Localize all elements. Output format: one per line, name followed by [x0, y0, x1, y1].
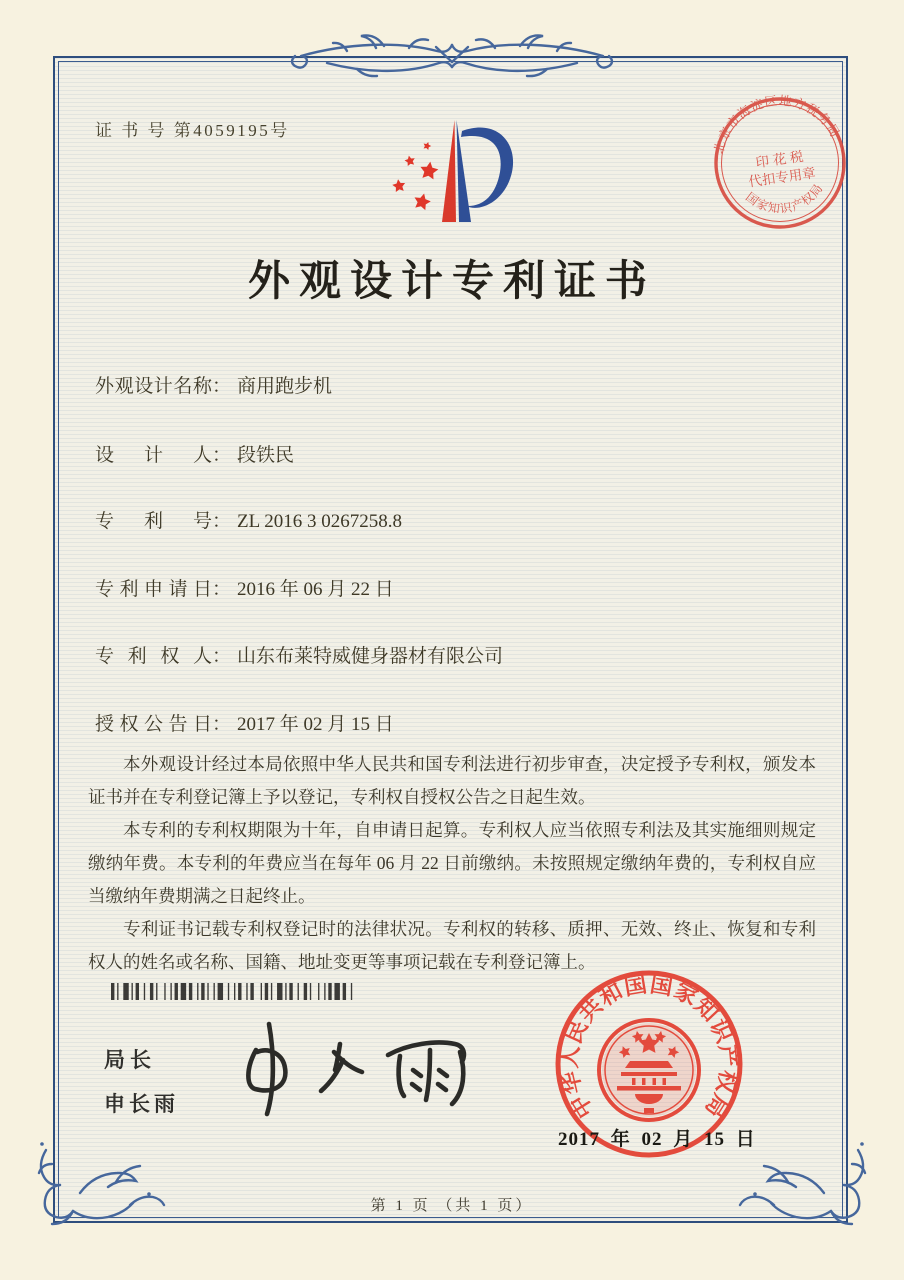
top-flourish-ornament	[287, 18, 617, 94]
tax-office-stamp	[710, 93, 850, 233]
page-footer: 第 1 页 （共 1 页）	[370, 1198, 534, 1214]
certificate-number: 证 书 号 第4059195号	[95, 121, 290, 140]
field-design-name	[95, 371, 332, 398]
field-label: 外观设计名称	[95, 376, 212, 397]
tax-stamp-line2: 代扣专用章	[747, 165, 817, 190]
corner-flourish-bottom-left	[16, 1098, 166, 1250]
field-colon: ：	[212, 646, 232, 667]
field-value: ZL 2016 3 0267258.8	[237, 511, 403, 532]
field-colon: ：	[212, 579, 232, 600]
corner-flourish-bottom-right	[738, 1098, 888, 1250]
field-value: 2016 年 06 月 22 日	[237, 579, 394, 600]
field-colon: ：	[212, 376, 232, 397]
field-label: 授权公告日	[95, 714, 212, 735]
tax-stamp-arc-top: 北京市海淀区地方税务局	[711, 93, 843, 156]
field-label: 设计人	[95, 445, 212, 466]
barcode-icon	[110, 983, 356, 1000]
field-label: 专利号	[95, 511, 212, 532]
tax-stamp-line1: 印 花 税	[754, 148, 805, 171]
field-colon: ：	[212, 445, 232, 466]
national-emblem-icon	[599, 1020, 699, 1120]
certificate-title: 外观设计专利证书	[247, 259, 656, 305]
field-filing-date	[95, 574, 394, 601]
signoff-role-label: 局长	[104, 1049, 156, 1072]
field-value: 山东布莱特威健身器材有限公司	[237, 646, 504, 667]
field-patent-number	[95, 506, 402, 533]
handwritten-signature-icon	[222, 1010, 487, 1120]
field-value: 段铁民	[237, 445, 295, 466]
seal-date: 2017 年 02 月 15 日	[558, 1129, 756, 1150]
field-label: 专利权人	[95, 646, 212, 667]
svg-text:北京市海淀区地方税务局	[710, 93, 843, 157]
field-value: 2017 年 02 月 15 日	[237, 714, 394, 735]
body-paragraph: 专利证书记载专利权登记时的法律状况。专利权的转移、质押、无效、终止、恢复和专利权人的姓名或名称、国籍、地址变更等事项记载在专利登记簿上。	[88, 919, 816, 972]
tax-stamp-arc-bottom: 国家知识产权局	[742, 180, 826, 216]
field-patentee	[95, 641, 503, 668]
signoff-name: 申长雨	[104, 1093, 179, 1116]
field-designer	[95, 440, 294, 467]
legal-body-text	[88, 748, 816, 979]
field-grant-date	[95, 709, 394, 736]
cnipa-patent-logo-icon	[382, 110, 532, 234]
field-value: 商用跑步机	[237, 376, 333, 397]
body-paragraph: 本外观设计经过本局依照中华人民共和国专利法进行初步审查，决定授予专利权，颁发本证书并在专利登记簿上予以登记，专利权自授权公告之日起生效。	[88, 754, 816, 807]
field-label: 专利申请日	[95, 579, 212, 600]
body-paragraph: 本专利的专利权期限为十年，自申请日起算。专利权人应当依照专利法及其实施细则规定缴纳年费。本专利的年费应当在每年 06 月 22 日前缴纳。未按照规定缴纳年费的，专利权自应当缴纳年费期满之日起终止。	[88, 820, 816, 906]
field-colon: ：	[212, 714, 232, 735]
seal-org-text: 中华人民共和国国家知识产权局	[556, 971, 742, 1123]
field-colon: ：	[212, 511, 232, 532]
